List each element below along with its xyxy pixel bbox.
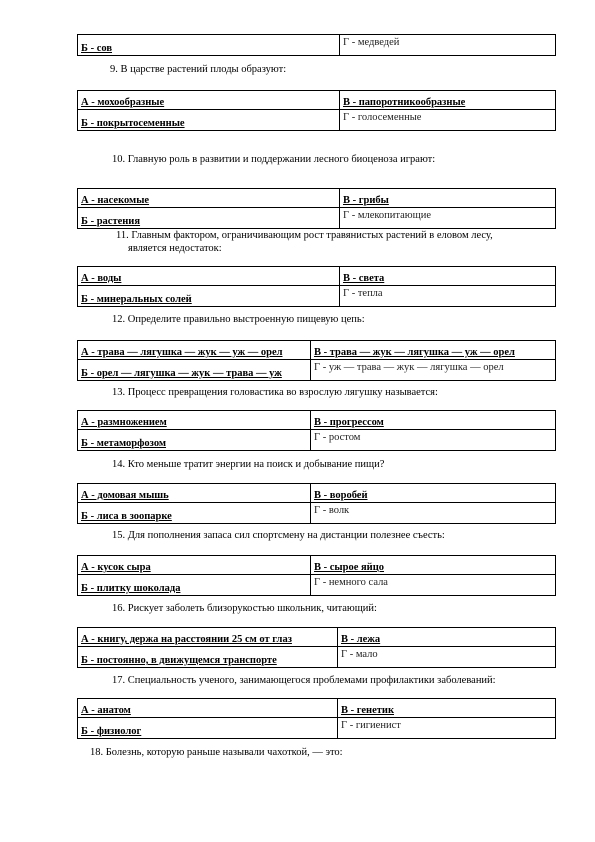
option-b: Б - плитку шоколада — [78, 575, 311, 596]
table-row — [78, 91, 556, 110]
option-b: Б - физиолог — [78, 718, 338, 739]
option-v: В - папоротникообразные — [340, 91, 556, 110]
table-row — [78, 430, 556, 451]
table-row — [78, 110, 556, 131]
option-g: Г - млекопитающие — [340, 208, 556, 229]
table-row — [78, 341, 556, 360]
answer-table-15 — [77, 555, 556, 596]
answer-table-10 — [77, 188, 556, 229]
table-row — [78, 360, 556, 381]
option-v: В - грибы — [340, 189, 556, 208]
option-a: А - домовая мышь — [78, 484, 311, 503]
table-row — [78, 35, 556, 56]
option-v: В - прогрессом — [311, 411, 556, 430]
option-b: Б - лиса в зоопарке — [78, 503, 311, 524]
option-g: Г - волк — [311, 503, 556, 524]
option-v: В - воробей — [311, 484, 556, 503]
question-10: 10. Главную роль в развитии и поддержании лесного биоценоза играют: — [112, 154, 436, 165]
option-b: Б - орел — лягушка — жук — трава — уж — [78, 360, 311, 381]
answer-table-11 — [77, 266, 556, 307]
question-16: 16. Рискует заболеть близорукостью школьник, читающий: — [112, 603, 377, 614]
question-13: 13. Процесс превращения головастика во взрослую лягушку называется: — [112, 387, 438, 398]
option-v: В - генетик — [338, 699, 556, 718]
option-b: Б - минеральных солей — [78, 286, 340, 307]
option-b: Б - метаморфозом — [78, 430, 311, 451]
table-row — [78, 718, 556, 739]
table-row — [78, 208, 556, 229]
option-b: Б - постоянно, в движущемся транспорте — [78, 647, 338, 668]
table-row — [78, 575, 556, 596]
answer-table-16 — [77, 627, 556, 668]
option-a: А - размножением — [78, 411, 311, 430]
option-a: А - книгу, держа на расстоянии 25 см от глаз — [78, 628, 338, 647]
table-row — [78, 628, 556, 647]
answer-table-17 — [77, 698, 556, 739]
table-row — [78, 411, 556, 430]
question-15: 15. Для пополнения запаса сил спортсмену на дистанции полезнее съесть: — [112, 530, 445, 541]
question-18: 18. Болезнь, которую раньше называли чахоткой, — это: — [90, 747, 343, 758]
option-v: В - трава — жук — лягушка — уж — орел — [311, 341, 556, 360]
question-14: 14. Кто меньше тратит энергии на поиск и добывание пищи? — [112, 459, 385, 470]
answer-table-9 — [77, 90, 556, 131]
table-row — [78, 286, 556, 307]
option-b: Б - сов — [78, 35, 340, 56]
option-a: А - мохообразные — [78, 91, 340, 110]
question-9: 9. В царстве растений плоды образуют: — [110, 64, 287, 75]
option-a: А - трава — лягушка — жук — уж — орел — [78, 341, 311, 360]
question-12: 12. Определите правильно выстроенную пищевую цепь: — [112, 314, 365, 325]
table-row — [78, 556, 556, 575]
option-a: А - насекомые — [78, 189, 340, 208]
option-a: А - кусок сыра — [78, 556, 311, 575]
answer-table-14 — [77, 483, 556, 524]
option-g: Г - мало — [338, 647, 556, 668]
option-g: Г - уж — трава — жук — лягушка — орел — [311, 360, 556, 381]
option-g: Г - гигиенист — [338, 718, 556, 739]
option-g: Г - ростом — [311, 430, 556, 451]
option-b: Б - растения — [78, 208, 340, 229]
option-g: Г - немного сала — [311, 575, 556, 596]
table-row — [78, 699, 556, 718]
table-row — [78, 267, 556, 286]
question-11: 11. Главным фактором, ограничивающим рост травянистых растений в еловом лесу, — [116, 230, 493, 241]
answer-table-13 — [77, 410, 556, 451]
question-11-continued: является недостаток: — [128, 243, 222, 254]
option-v: В - света — [340, 267, 556, 286]
option-g: Г - тепла — [340, 286, 556, 307]
table-row — [78, 503, 556, 524]
table-row — [78, 189, 556, 208]
option-v: В - сырое яйцо — [311, 556, 556, 575]
answer-table-12 — [77, 340, 556, 381]
option-b: Б - покрытосеменные — [78, 110, 340, 131]
table-row — [78, 647, 556, 668]
option-v: В - лежа — [338, 628, 556, 647]
option-g: Г - медведей — [340, 35, 556, 56]
question-17: 17. Специальность ученого, занимающегося проблемами профилактики заболеваний: — [112, 675, 496, 686]
table-row — [78, 484, 556, 503]
option-g: Г - голосеменные — [340, 110, 556, 131]
option-a: А - анатом — [78, 699, 338, 718]
answer-table-8 — [77, 34, 556, 56]
option-a: А - воды — [78, 267, 340, 286]
